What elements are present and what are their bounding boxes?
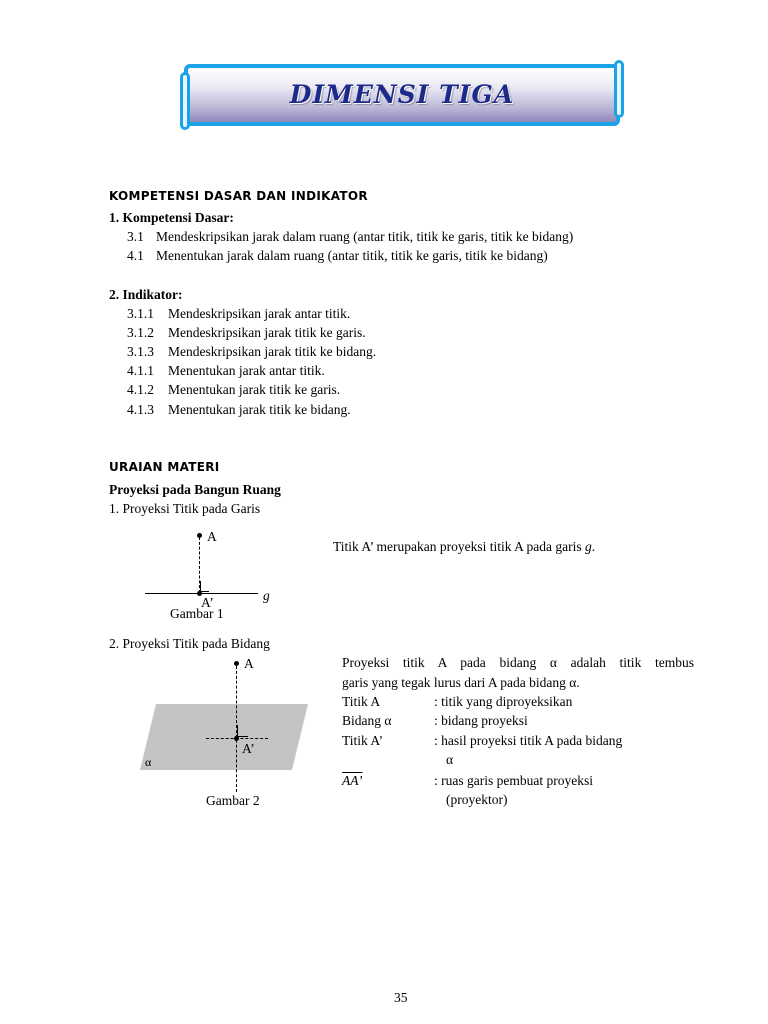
- figure-1-description: [333, 537, 595, 556]
- list-item: [127, 304, 350, 323]
- plane-alpha-shape: [140, 652, 315, 812]
- figure-2-description-line2: garis yang tegak lurus dari A pada bidang α.: [342, 675, 580, 690]
- item-text: Menentukan jarak titik ke bidang.: [168, 402, 351, 417]
- item-text: Menentukan jarak dalam ruang (antar titik, titik ke garis, titik ke bidang): [156, 248, 548, 263]
- figure-2-description-line1: Proyeksi titik A pada bidang α adalah titik tembus: [342, 655, 694, 670]
- subheading-proyeksi: Proyeksi pada Bangun Ruang: [109, 482, 281, 497]
- label-a: A: [244, 656, 254, 671]
- point-a-prime: [234, 736, 239, 741]
- variable-g: g: [584, 539, 592, 554]
- list-item: [127, 400, 351, 419]
- item-number: 4.1.2: [127, 382, 154, 397]
- definition-text: : hasil proyeksi titik A pada bidang: [434, 733, 623, 748]
- item-text: Mendeskripsikan jarak antar titik.: [168, 306, 351, 321]
- list-item: [127, 227, 573, 246]
- item-text: Mendeskripsikan jarak titik ke garis.: [168, 325, 366, 340]
- item-number: 4.1: [127, 248, 144, 263]
- figure-2: [140, 652, 315, 812]
- item-number: 4.1.3: [127, 402, 154, 417]
- definition-text: : bidang proyeksi: [434, 713, 528, 728]
- item-text: Menentukan jarak antar titik.: [168, 363, 325, 378]
- description-end: .: [591, 539, 596, 554]
- list-item: [127, 361, 325, 380]
- item-number: 3.1.3: [127, 344, 154, 359]
- label-a-prime: A’: [201, 595, 214, 610]
- item-number: 3.1: [127, 229, 144, 244]
- item-number: 3.1.1: [127, 306, 154, 321]
- figure-1: [140, 525, 290, 625]
- definition-term: Titik A: [342, 694, 381, 709]
- definition-term: Bidang α: [342, 713, 392, 728]
- list-item: [127, 246, 548, 265]
- section-title-2: 2. Proyeksi Titik pada Bidang: [109, 636, 270, 651]
- label-g: g: [263, 588, 270, 603]
- label-a: A: [207, 529, 217, 544]
- list-item: [127, 380, 340, 399]
- definition-continuation: α: [446, 752, 454, 767]
- page-number: 35: [394, 990, 408, 1005]
- section-heading-materi: URAIAN MATERI: [109, 460, 220, 474]
- list-item: [127, 342, 376, 361]
- figure-caption: Gambar 1: [170, 606, 224, 621]
- item-number: 4.1.1: [127, 363, 154, 378]
- item-text: Mendeskripsikan jarak dalam ruang (antar titik, titik ke garis, titik ke bidang): [156, 229, 574, 244]
- right-angle-mark: [237, 725, 248, 737]
- right-angle-mark: [200, 581, 209, 592]
- description-text: Titik A’ merupakan proyeksi titik A pada garis: [333, 539, 585, 554]
- definition-text: : ruas garis pembuat proyeksi: [434, 773, 593, 788]
- list-item: [127, 323, 366, 342]
- definition-continuation: (proyektor): [446, 792, 508, 807]
- item-number: 3.1.2: [127, 325, 154, 340]
- segment-aa-prime: AA’: [342, 773, 363, 788]
- page-title: DIMENSI TIGA: [289, 80, 515, 109]
- label-alpha: α: [145, 755, 152, 769]
- section-title-1: 1. Proyeksi Titik pada Garis: [109, 501, 261, 516]
- section-heading-kd: KOMPETENSI DASAR DAN INDIKATOR: [109, 189, 368, 203]
- label-a-prime: A’: [242, 741, 255, 756]
- figure-caption: Gambar 2: [206, 793, 260, 808]
- item-text: Menentukan jarak titik ke garis.: [168, 382, 341, 397]
- title-banner: [184, 64, 620, 126]
- subheading-indikator: 2. Indikator:: [109, 287, 183, 302]
- subheading-kompetensi: 1. Kompetensi Dasar:: [109, 210, 234, 225]
- definition-term: Titik A’: [342, 733, 384, 748]
- definition-text: : titik yang diproyeksikan: [434, 694, 573, 709]
- item-text: Mendeskripsikan jarak titik ke bidang.: [168, 344, 377, 359]
